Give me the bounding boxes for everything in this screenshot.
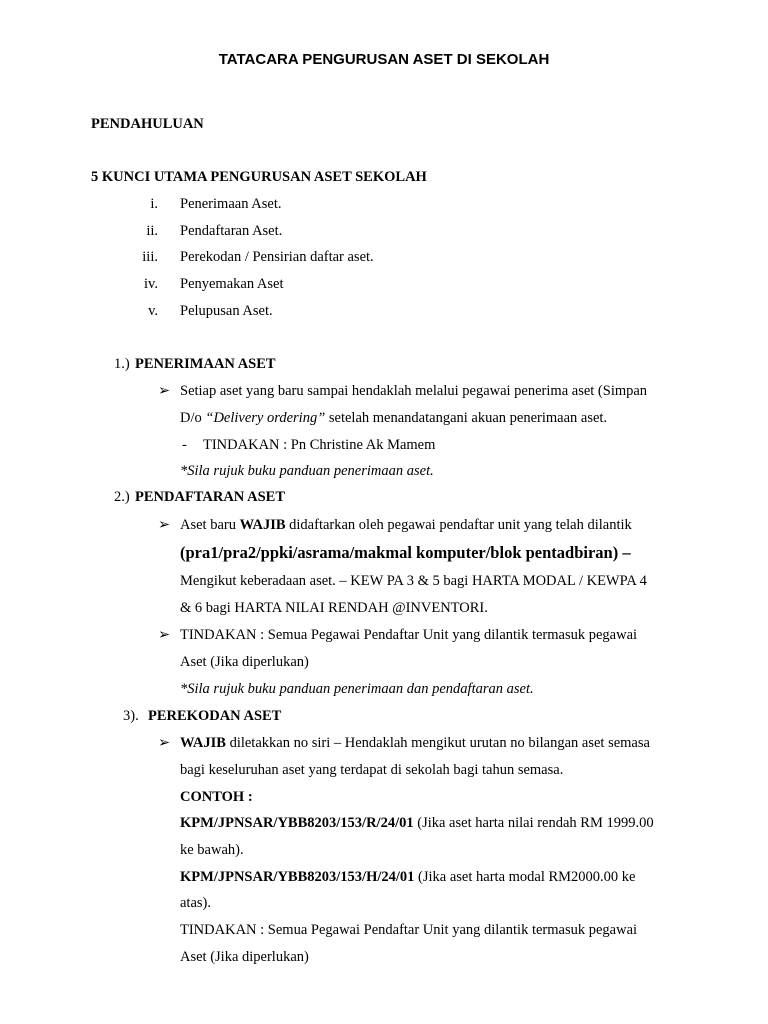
section-3-bullet-text-line2: bagi keseluruhan aset yang terdapat di sekolah bagi tahun semasa. [180, 762, 564, 778]
list-item-number: i. [150, 196, 158, 212]
section-3-action: TINDAKAN : Semua Pegawai Pendaftar Unit yang dilantik termasuk pegawai [180, 922, 638, 938]
dash-marker: - [182, 437, 187, 453]
keys-heading: 5 KUNCI UTAMA PENGURUSAN ASET SEKOLAH [91, 169, 427, 185]
list-item: Penerimaan Aset. [180, 196, 282, 212]
section-2-note: *Sila rujuk buku panduan penerimaan dan pendaftaran aset. [180, 681, 534, 697]
section-2-unit-list: (pra1/pra2/ppki/asrama/makmal komputer/blok pentadbiran) – [180, 543, 631, 562]
arrow-bullet-icon: ➢ [158, 517, 171, 533]
list-item: Pendaftaran Aset. [180, 223, 283, 239]
section-3-heading: PEREKODAN ASET [148, 708, 282, 724]
list-item-number: iv. [144, 276, 158, 292]
section-2-action: TINDAKAN : Semua Pegawai Pendaftar Unit yang dilantik termasuk pegawai [180, 627, 638, 643]
document-title: TATACARA PENGURUSAN ASET DI SEKOLAH [218, 51, 550, 68]
arrow-bullet-icon: ➢ [158, 383, 171, 399]
section-3-bullet-text: WAJIB diletakkan no siri – Hendaklah mengikut urutan no bilangan aset semasa [180, 735, 650, 751]
list-item: Perekodan / Pensirian daftar aset. [180, 249, 374, 265]
section-1-heading: PENERIMAAN ASET [135, 356, 276, 372]
section-1-number: 1.) [114, 356, 130, 372]
section-3-action-line2: Aset (Jika diperlukan) [180, 949, 309, 965]
list-item-number: iii. [142, 249, 158, 265]
section-2-bullet-text-line3: Mengikut keberadaan aset. – KEW PA 3 & 5 bagi HARTA MODAL / KEWPA 4 [180, 573, 647, 589]
arrow-bullet-icon: ➢ [158, 627, 171, 643]
section-2-bullet-text: Aset baru WAJIB didaftarkan oleh pegawai pendaftar unit yang telah dilantik [180, 517, 632, 533]
section-3-number: 3). [123, 708, 139, 724]
section-2-number: 2.) [114, 489, 130, 505]
list-item: Pelupusan Aset. [180, 303, 273, 319]
section-2-action-line2: Aset (Jika diperlukan) [180, 654, 309, 670]
section-1-action: TINDAKAN : Pn Christine Ak Mamem [203, 437, 436, 453]
example-1-line2: ke bawah). [180, 842, 244, 858]
arrow-bullet-icon: ➢ [158, 735, 171, 751]
example-2: KPM/JPNSAR/YBB8203/153/H/24/01 (Jika aset harta modal RM2000.00 ke [180, 869, 636, 885]
section-1-bullet-text: Setiap aset yang baru sampai hendaklah melalui pegawai penerima aset (Simpan [180, 383, 648, 399]
section-2-heading: PENDAFTARAN ASET [135, 489, 285, 505]
list-item-number: ii. [146, 223, 158, 239]
example-2-line2: atas). [180, 895, 211, 911]
section-2-bullet-text-line4: & 6 bagi HARTA NILAI RENDAH @INVENTORI. [180, 600, 488, 616]
section-1-note: *Sila rujuk buku panduan penerimaan aset. [180, 463, 434, 479]
example-label: CONTOH : [180, 789, 253, 805]
intro-heading: PENDAHULUAN [91, 116, 204, 132]
list-item: Penyemakan Aset [180, 276, 284, 292]
list-item-number: v. [148, 303, 158, 319]
example-1: KPM/JPNSAR/YBB8203/153/R/24/01 (Jika aset harta nilai rendah RM 1999.00 [180, 815, 654, 831]
section-1-bullet-text-line2: D/o “Delivery ordering” setelah menandatangani akuan penerimaan aset. [180, 410, 608, 426]
